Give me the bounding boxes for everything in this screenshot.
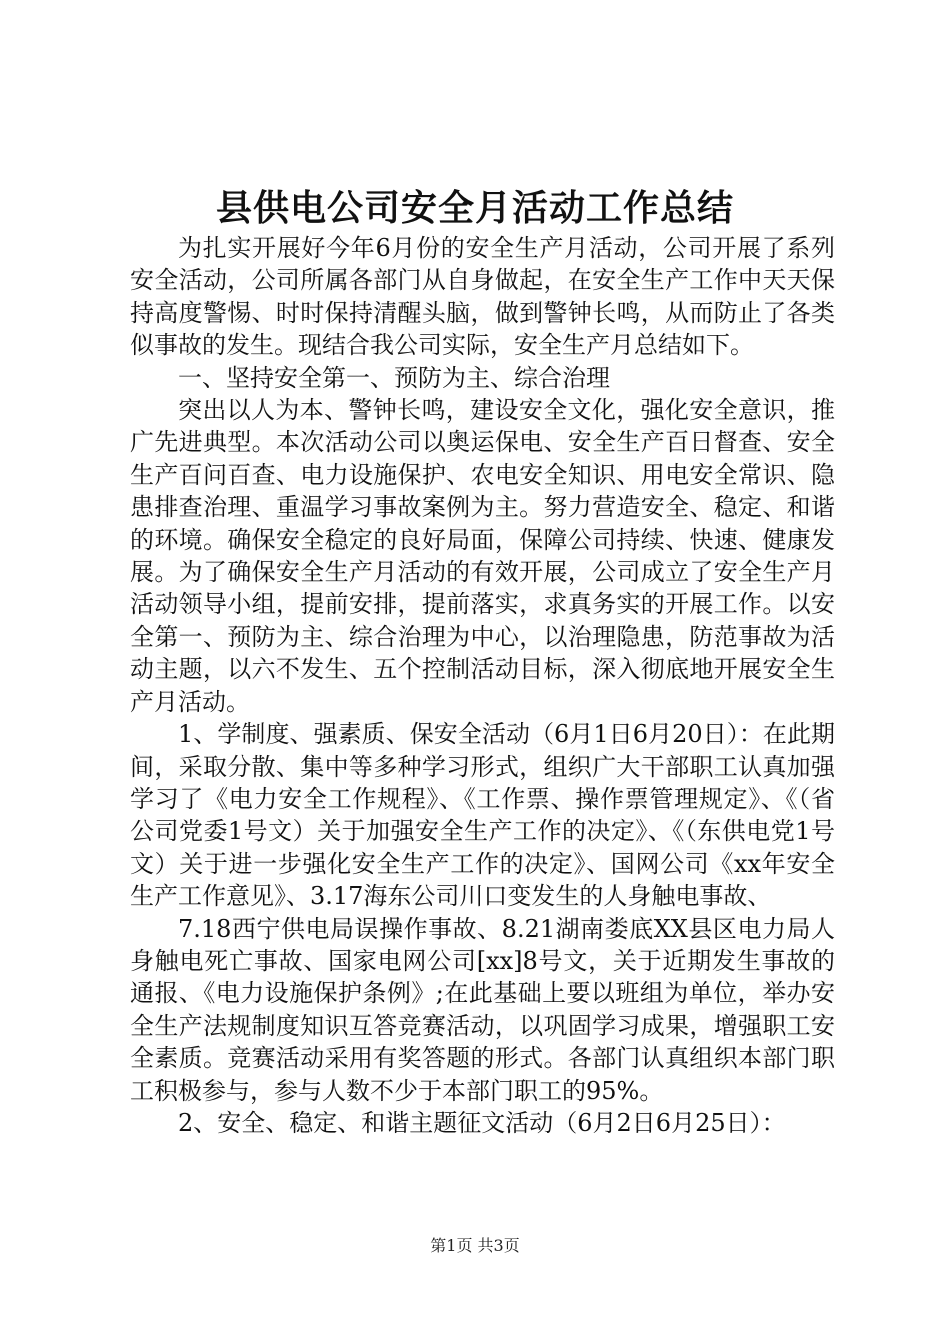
document-body — [130, 232, 835, 1139]
paragraph-activity-1-continued: 7.18西宁供电局误操作事故、8.21湖南娄底XX县区电力局人身触电死亡事故、国家电网公司[xx]8号文，关于近期发生事故的通报、《电力设施保护条例》;在此基础上要以班组为单位，举办安全生产法规制度知识互答竞赛活动，以巩固学习成果，增强职工安全素质。竞赛活动采用有奖答题的形式。各部门认真组织本部门职工积极参与，参与人数不少于本部门职工的95%。 — [130, 914, 835, 1105]
paragraph-section-1: 突出以人为本、警钟长鸣，建设安全文化，强化安全意识，推广先进典型。本次活动公司以奥运保电、安全生产百日督查、安全生产百问百查、电力设施保护、农电安全知识、用电安全常识、隐患排查治理、重温学习事故案例为主。努力营造安全、稳定、和谐的环境。确保安全稳定的良好局面，保障公司持续、快速、健康发展。为了确保安全生产月活动的有效开展，公司成立了安全生产月活动领导小组，提前安排，提前落实，求真务实的开展工作。以安全第一、预防为主、综合治理为中心，以治理隐患，防范事故为活动主题，以六不发生、五个控制活动目标，深入彻底地开展安全生产月活动。 — [130, 396, 835, 716]
paragraph-activity-2: 2、安全、稳定、和谐主题征文活动（6月2日6月25日）： — [178, 1108, 786, 1137]
document-title: 县供电公司安全月活动工作总结 — [215, 187, 734, 229]
paragraph-activity-1: 1、学制度、强素质、保安全活动（6月1日6月20日）：在此期间，采取分散、集中等多种学习形式，组织广大干部职工认真加强学习了《电力安全工作规程》、《工作票、操作票管理规定》、《（省公司党委1号文）关于加强安全生产工作的决定》、《（东供电党1号文）关于进一步强化安全生产工作的决定》、国网公司《xx年安全生产工作意见》、3.17海东公司川口变发生的人身触电事故、 — [130, 720, 835, 911]
paragraph-intro: 为扎实开展好今年6月份的安全生产月活动，公司开展了系列安全活动，公司所属各部门从自身做起，在安全生产工作中天天保持高度警惕、时时保持清醒头脑，做到警钟长鸣，从而防止了各类似事故的发生。现结合我公司实际，安全生产月总结如下。 — [130, 234, 835, 360]
section-heading-1: 一、坚持安全第一、预防为主、综合治理 — [178, 363, 610, 392]
page-number-footer: 第1页 共3页 — [430, 1236, 520, 1255]
